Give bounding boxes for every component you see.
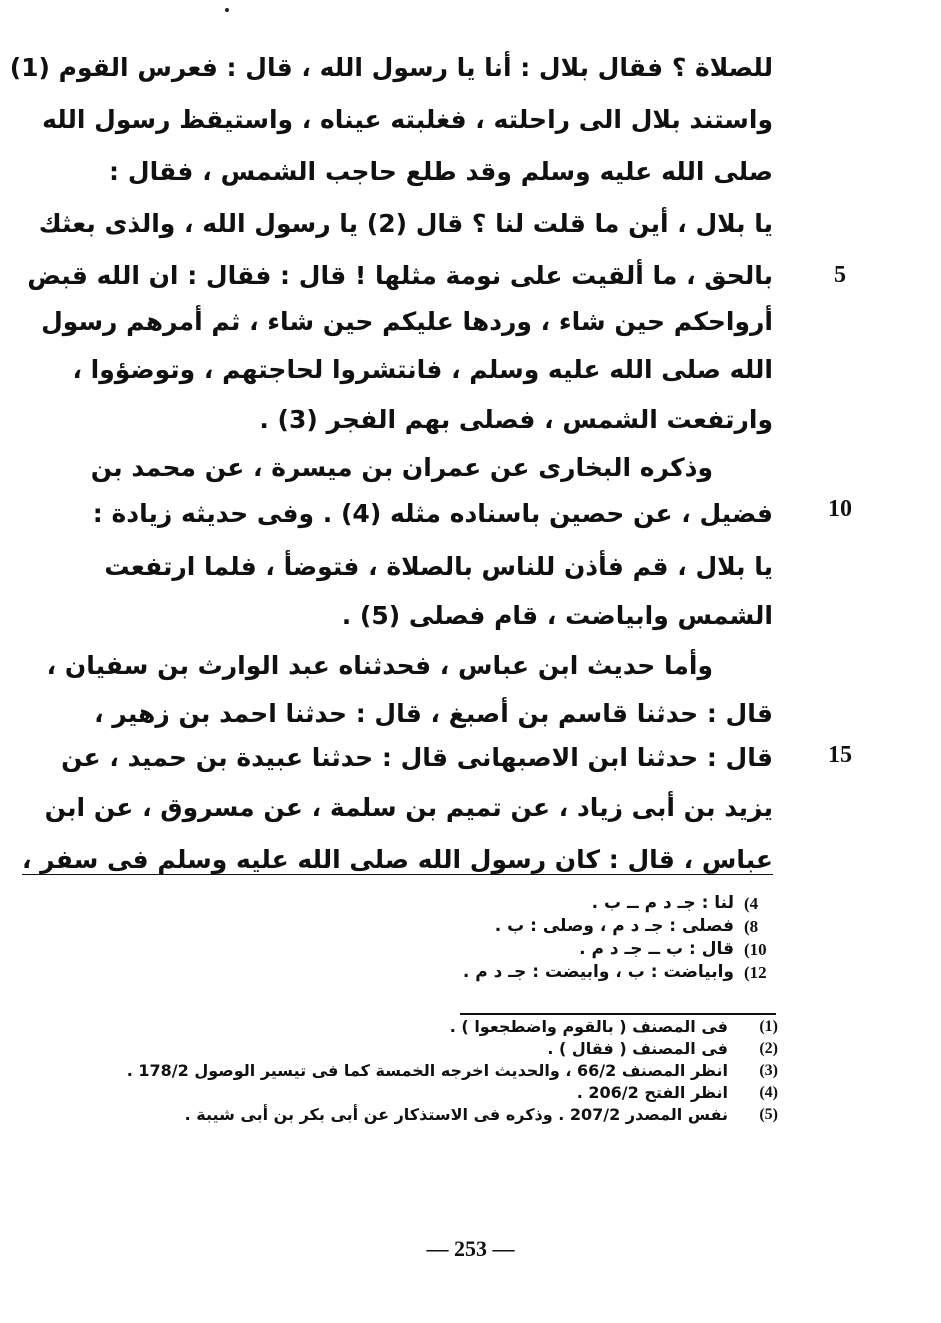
ink-dot <box>225 8 229 12</box>
line-number: 10 <box>828 496 852 522</box>
line-number: 15 <box>828 742 852 768</box>
variant-text: وابياضت : ب ، وابيضت : جـ د م . <box>462 962 734 982</box>
variant-text: لنا : جـ د م ــ ب . <box>591 893 734 913</box>
variant-row <box>256 961 776 984</box>
variant-row <box>256 915 776 938</box>
footnote-text: فى المصنف ( بالقوم واضطجعوا ) . <box>449 1017 728 1036</box>
footnote-text: نفس المصدر 207/2 . وذكره فى الاستذكار عن أبى بكر بن أبى شيبة . <box>184 1105 728 1124</box>
text-line: وذكره البخارى عن عمران بن ميسرة ، عن محمد بن <box>90 453 713 482</box>
footnote-number: (5) <box>759 1106 778 1123</box>
variant-row <box>256 938 776 961</box>
text-line: للصلاة ؟ فقال بلال : أنا يا رسول الله ، قال : فعرس القوم (1) <box>9 53 773 82</box>
variant-text: قال : ب ــ جـ د م . <box>579 939 734 959</box>
page-number: — 253 — <box>426 1236 515 1261</box>
variant-row <box>256 892 776 915</box>
footnote <box>98 1060 778 1082</box>
footnote <box>98 1104 778 1126</box>
footnote-number: (1) <box>759 1018 778 1035</box>
footnote-number: (3) <box>759 1062 778 1079</box>
footnote <box>98 1082 778 1104</box>
text-line: يزيد بن أبى زياد ، عن تميم بن سلمة ، عن مسروق ، عن ابن <box>44 793 773 822</box>
variant-text: فصلى : جـ د م ، وصلى : ب . <box>494 916 734 936</box>
text-line: بالحق ، ما ألقيت على نومة مثلها ! قال : فقال : ان الله قبض <box>27 261 773 290</box>
footnote-text: انظر المصنف 66/2 ، والحديث اخرجه الخمسة كما فى تيسير الوصول 178/2 . <box>126 1061 728 1080</box>
text-line: وارتفعت الشمس ، فصلى بهم الفجر (3) . <box>259 405 773 434</box>
footnote-text: فى المصنف ( فقال ) . <box>547 1039 728 1058</box>
text-line: قال : حدثنا ابن الاصبهانى قال : حدثنا عبيدة بن حميد ، عن <box>61 743 773 772</box>
footnote-number: (4) <box>759 1084 778 1101</box>
text-line: أرواحكم حين شاء ، وردها عليكم حين شاء ، ثم أمرهم رسول <box>41 307 773 336</box>
text-line: فضيل ، عن حصين باسناده مثله (4) . وفى حديثه زيادة : <box>92 499 773 528</box>
line-number: 5 <box>834 262 846 288</box>
text-line: قال : حدثنا قاسم بن أصبغ ، قال : حدثنا احمد بن زهير ، <box>94 699 773 728</box>
text-line: وأما حديث ابن عباس ، فحدثناه عبد الوارث بن سفيان ، <box>46 651 713 680</box>
text-line <box>21 840 773 880</box>
text-line: يا بلال ، أين ما قلت لنا ؟ قال (2) يا رسول الله ، والذى بعثك <box>38 209 773 238</box>
text-line: الشمس وابياضت ، قام فصلى (5) . <box>341 601 773 630</box>
variant-line: 8) <box>744 917 759 936</box>
footnote-number: (2) <box>759 1040 778 1057</box>
text-line: واستند بلال الى راحلته ، فغلبته عيناه ، واستيقظ رسول الله <box>42 105 773 134</box>
text-line-underlined: عباس ، قال : كان رسول الله صلى الله عليه وسلم فى سفر ، <box>21 845 773 874</box>
footnote-divider <box>460 1013 776 1015</box>
text-line: الله صلى الله عليه وسلم ، فانتشروا لحاجتهم ، وتوضؤوا ، <box>72 355 773 384</box>
footnote-text: انظر الفتح 206/2 . <box>576 1083 728 1102</box>
text-line: صلى الله عليه وسلم وقد طلع حاجب الشمس ، فقال : <box>109 157 773 186</box>
footnote <box>98 1038 778 1060</box>
variant-line: 10) <box>744 940 767 959</box>
variant-line: 4) <box>744 894 759 913</box>
variant-line: 12) <box>744 963 767 982</box>
text-line: يا بلال ، قم فأذن للناس بالصلاة ، فتوضأ ، فلما ارتفعت <box>104 552 773 581</box>
footnote <box>98 1016 778 1038</box>
variant-readings <box>256 892 776 984</box>
footnotes <box>98 1016 778 1126</box>
